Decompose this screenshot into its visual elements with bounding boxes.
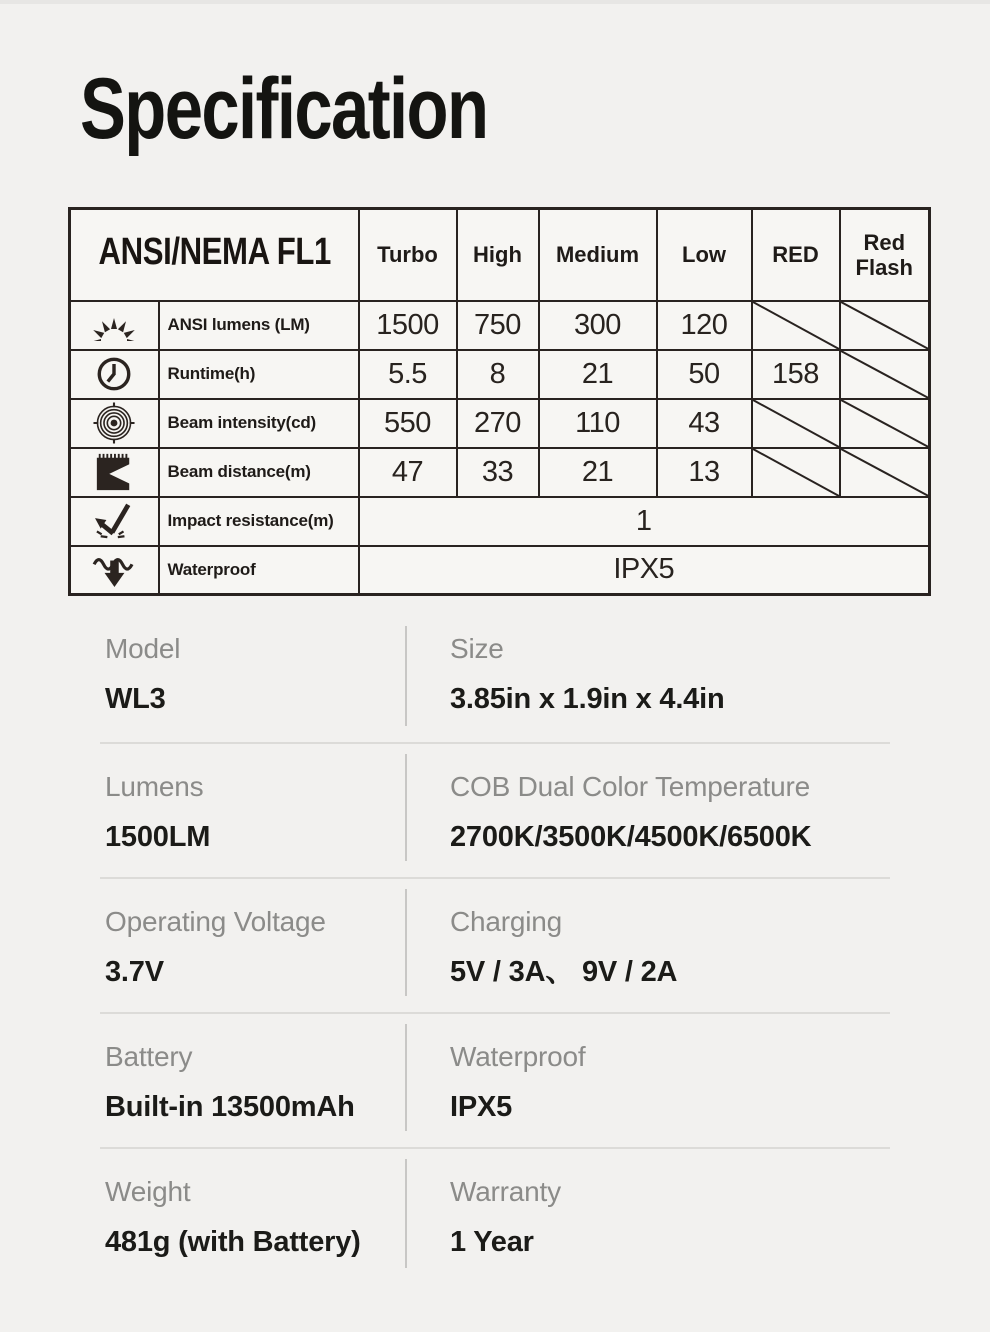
- intensity-low: 43: [657, 399, 752, 448]
- fl1-row-label: Beam intensity(cd): [159, 399, 359, 448]
- spec-value: 1 Year: [450, 1226, 534, 1258]
- empty-cell-diagonal: [840, 301, 930, 350]
- mode-header-red: RED: [752, 209, 840, 301]
- lumens-turbo: 1500: [359, 301, 457, 350]
- fl1-row-label: Beam distance(m): [159, 448, 359, 497]
- fl1-row-runtime: [70, 350, 930, 399]
- fl1-row-label: ANSI lumens (LM): [159, 301, 359, 350]
- empty-cell-diagonal: [752, 399, 840, 448]
- distance-turbo: 47: [359, 448, 457, 497]
- vertical-divider: [405, 754, 407, 861]
- fl1-row-label: Impact resistance(m): [159, 497, 359, 546]
- fl1-row-beam-distance: [70, 448, 930, 497]
- spec-operating-voltage: [100, 906, 405, 1012]
- fl1-standard-label: ANSI/NEMA FL1: [98, 231, 331, 274]
- spec-value: 3.7V: [105, 956, 164, 988]
- lumens-high: 750: [457, 301, 539, 350]
- fl1-standard-table: [68, 207, 931, 596]
- fl1-row-waterproof: [70, 546, 930, 595]
- spec-row-voltage-charging: [100, 879, 890, 1014]
- brightness-icon: [70, 301, 159, 350]
- fl1-header-row: [70, 209, 930, 301]
- spec-row-lumens-cct: [100, 744, 890, 879]
- runtime-medium: 21: [539, 350, 657, 399]
- mode-header-low: Low: [657, 209, 752, 301]
- fl1-row-lumens: [70, 301, 930, 350]
- spec-value: 5V / 3A、 9V / 2A: [450, 956, 678, 988]
- spec-battery: [100, 1041, 405, 1147]
- waterproof-icon: [70, 546, 159, 595]
- intensity-medium: 110: [539, 399, 657, 448]
- empty-cell-diagonal: [752, 448, 840, 497]
- empty-cell-diagonal: [840, 448, 930, 497]
- vertical-divider: [405, 626, 407, 726]
- spec-row-battery-waterproof: [100, 1014, 890, 1149]
- vertical-divider: [405, 1024, 407, 1131]
- specification-page: [0, 4, 990, 1332]
- spec-value: 481g (with Battery): [105, 1226, 361, 1258]
- spec-weight: [100, 1176, 405, 1284]
- runtime-low: 50: [657, 350, 752, 399]
- spec-lumens: [100, 771, 405, 877]
- spec-size: [405, 633, 890, 742]
- spec-label: Operating Voltage: [105, 906, 326, 937]
- mode-header-medium: Medium: [539, 209, 657, 301]
- spec-value: 1500LM: [105, 821, 211, 853]
- runtime-red: 158: [752, 350, 840, 399]
- spec-label: Model: [105, 633, 181, 664]
- spec-label: COB Dual Color Temperature: [450, 771, 810, 802]
- intensity-high: 270: [457, 399, 539, 448]
- lumens-low: 120: [657, 301, 752, 350]
- spec-list: [100, 622, 890, 1284]
- spec-label: Lumens: [105, 771, 204, 802]
- spec-label: Weight: [105, 1176, 191, 1207]
- waterproof-value: IPX5: [359, 546, 930, 595]
- empty-cell-diagonal: [752, 301, 840, 350]
- spec-value: 2700K/3500K/4500K/6500K: [450, 821, 812, 853]
- spec-warranty: [405, 1176, 890, 1284]
- fl1-standard-heading: [70, 209, 359, 301]
- clock-icon: [70, 350, 159, 399]
- spec-row-weight-warranty: [100, 1149, 890, 1284]
- spec-label: Battery: [105, 1041, 193, 1072]
- fl1-row-impact-resistance: [70, 497, 930, 546]
- spec-charging: [405, 906, 890, 1012]
- spec-value: IPX5: [450, 1091, 513, 1123]
- mode-header-high: High: [457, 209, 539, 301]
- runtime-high: 8: [457, 350, 539, 399]
- distance-medium: 21: [539, 448, 657, 497]
- empty-cell-diagonal: [840, 399, 930, 448]
- empty-cell-diagonal: [840, 350, 930, 399]
- beam-intensity-icon: [70, 399, 159, 448]
- spec-waterproof: [405, 1041, 890, 1147]
- spec-label: Charging: [450, 906, 563, 937]
- spec-value: Built-in 13500mAh: [105, 1091, 355, 1123]
- spec-label: Waterproof: [450, 1041, 586, 1072]
- mode-header-turbo: Turbo: [359, 209, 457, 301]
- spec-label: Size: [450, 633, 504, 664]
- distance-low: 13: [657, 448, 752, 497]
- spec-color-temperature: [405, 771, 890, 877]
- beam-distance-icon: [70, 448, 159, 497]
- spec-value: WL3: [105, 683, 166, 715]
- runtime-turbo: 5.5: [359, 350, 457, 399]
- fl1-row-label: Runtime(h): [159, 350, 359, 399]
- mode-header-red-flash: Red Flash: [840, 209, 930, 301]
- distance-high: 33: [457, 448, 539, 497]
- fl1-row-beam-intensity: [70, 399, 930, 448]
- spec-label: Warranty: [450, 1176, 561, 1207]
- impact-resistance-value: 1: [359, 497, 930, 546]
- lumens-medium: 300: [539, 301, 657, 350]
- vertical-divider: [405, 889, 407, 996]
- page-title: Specification: [80, 61, 488, 157]
- spec-model: [100, 633, 405, 742]
- intensity-turbo: 550: [359, 399, 457, 448]
- impact-resistance-icon: [70, 497, 159, 546]
- fl1-row-label: Waterproof: [159, 546, 359, 595]
- spec-row-model-size: [100, 622, 890, 744]
- spec-value: 3.85in x 1.9in x 4.4in: [450, 683, 725, 715]
- vertical-divider: [405, 1159, 407, 1268]
